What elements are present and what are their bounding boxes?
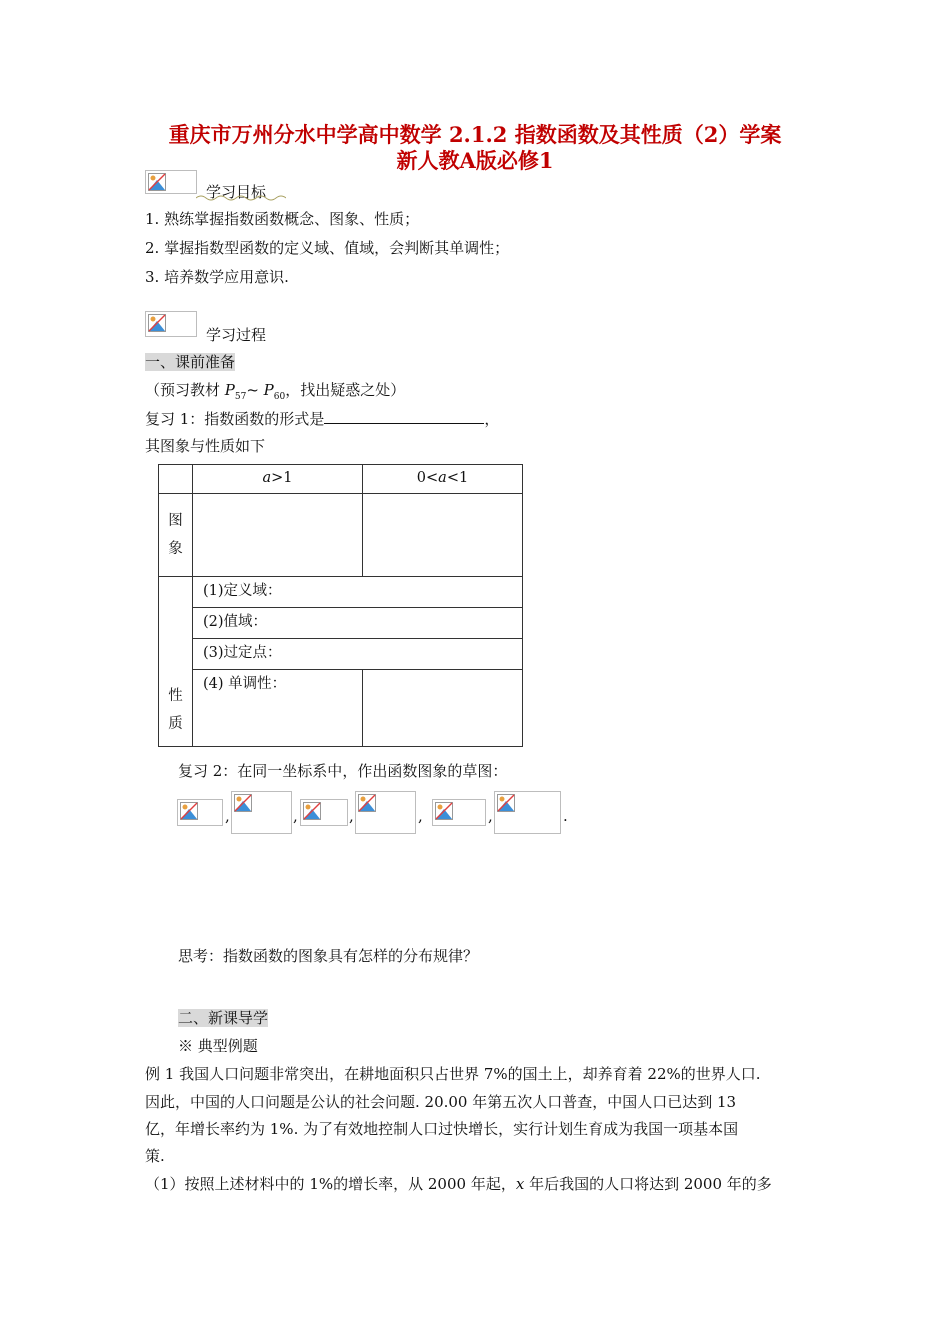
graph-cell-a-gt-1 xyxy=(193,494,363,577)
broken-image-icon xyxy=(145,311,197,337)
example-paragraph-line: 例 1 我国人口问题非常突出，在耕地面积只占世界 7%的国土上，却养育着 22%的世界人口. xyxy=(145,1065,761,1083)
goal-item: 2. 掌握指数型函数的定义域、值域，会判断其单调性； xyxy=(145,239,510,257)
broken-image-icon xyxy=(300,799,348,826)
broken-image-icon xyxy=(432,799,486,826)
prop-fixed-point: (3)过定点： xyxy=(193,639,523,670)
goal-item: 1. 熟练掌握指数函数概念、图象、性质； xyxy=(145,210,420,228)
doc-title-line1: 重庆市万州分水中学高中数学 2.1.2 指数函数及其性质（2）学案 xyxy=(168,122,782,147)
broken-image-icon xyxy=(494,791,561,834)
review1-line2: 其图象与性质如下 xyxy=(145,437,266,455)
exponential-properties-table xyxy=(158,464,523,747)
formula-separator: , xyxy=(488,807,493,825)
part2-heading: 二、新课导学 xyxy=(178,1009,269,1027)
formula-separator: . xyxy=(563,807,568,825)
broken-image-icon xyxy=(145,170,197,194)
review2-line: 复习 2：在同一坐标系中，作出函数图象的草图： xyxy=(178,762,508,780)
table-header-a-lt-1: 0<a<1 xyxy=(363,465,523,494)
doc-title-line2: 新人教A版必修1 xyxy=(396,148,554,173)
prop-monotonic: (4) 单调性： xyxy=(193,670,363,747)
table-header-a-gt-1: a>1 xyxy=(193,465,363,494)
broken-image-icon xyxy=(355,791,416,834)
section-process-heading: 学习过程 xyxy=(206,326,267,344)
formula-separator: , xyxy=(225,807,230,825)
wavy-underline-decoration xyxy=(196,194,286,202)
example-paragraph-line: 策. xyxy=(145,1147,165,1165)
goal-item: 3. 培养数学应用意识. xyxy=(145,268,289,286)
row-label-graph: 图 象 xyxy=(159,494,193,577)
graph-cell-a-lt-1 xyxy=(363,494,523,577)
row-label-properties: 性 质 xyxy=(159,577,193,747)
broken-image-icon xyxy=(231,791,292,834)
example-question-1: （1）按照上述材料中的 1%的增长率，从 2000 年起，x 年后我国的人口将达到 2000 年的多 xyxy=(145,1175,772,1193)
preview-note: （预习教材 $P_{57}\sim$ $P_{60}$，找出疑惑之处） xyxy=(145,381,406,402)
example-paragraph-line: 因此，中国的人口问题是公认的社会问题. 20.00 年第五次人口普查，中国人口已达到 13 xyxy=(145,1093,737,1111)
prop-domain: (1)定义域： xyxy=(193,577,523,608)
formula-separator: , xyxy=(349,807,354,825)
think-question: 思考：指数函数的图象具有怎样的分布规律？ xyxy=(178,947,479,965)
formula-separator: , xyxy=(293,807,298,825)
example-paragraph-line: 亿，年增长率约为 1%. 为了有效地控制人口过快增长，实行计划生育成为我国一项基本国 xyxy=(145,1120,739,1138)
fill-in-blank xyxy=(324,409,484,424)
review1-line: 复习 1：指数函数的形式是 ， xyxy=(145,410,500,428)
prop-range: (2)值域： xyxy=(193,608,523,639)
section-goal-heading: 学习目标 xyxy=(206,183,267,201)
broken-image-icon xyxy=(177,799,223,826)
table-corner-cell xyxy=(159,465,193,494)
example-heading: ※ 典型例题 xyxy=(178,1037,258,1055)
part1-heading: 一、课前准备 xyxy=(145,353,236,371)
prop-monotonic-a-lt-1 xyxy=(363,670,523,747)
formula-separator: , xyxy=(418,807,423,825)
